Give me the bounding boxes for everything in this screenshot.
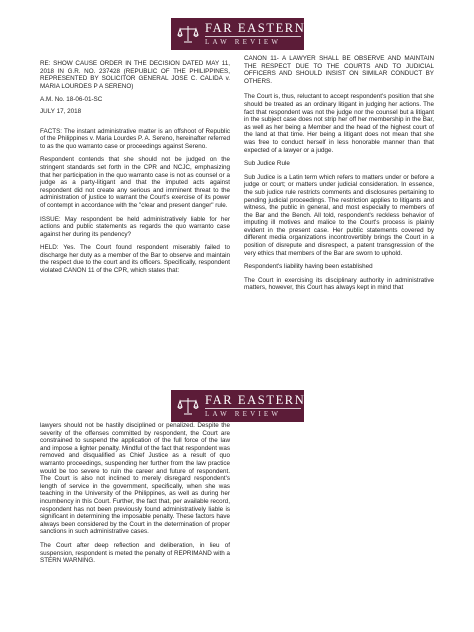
page-gap: [0, 330, 474, 390]
penalty-considerations-paragraph: lawyers should not be hastily disciplined or penalized. Despite the severity of the offenses committed by respondent, the Court are constrained to suspend the application of the full force of the law and impose a lighter penalty. Mindful of the fact that respondent was removed and disqualified as Chief Justice as a result of quo warranto proceedings, suspending her further from the law practice would be too severe to ruin the career and future of respondent. The Court is also not inclined to merely disregard respondent's length of service in the government, specifically, when she was teaching in the University of the Philippines, as well as during her incumbency in this Court. Further, the fact that, per available record, respondent has not been previously found administratively liable is significant in determining the imposable penalty. These factors have always been considered by the Court in the determination of proper sanctions in such administrative cases.: [40, 422, 230, 536]
page1-right-column: [244, 55, 434, 298]
page2-left-column: [40, 422, 230, 571]
brand-divider: [205, 36, 301, 37]
brand-wordmark: [205, 22, 305, 47]
scales-of-justice-icon: [177, 23, 199, 45]
sub-judice-heading: Sub Judice Rule: [244, 160, 290, 168]
sub-judice-paragraph: Sub Judice is a Latin term which refers to matters under or before a judge or court; or matters under judicial consideration. In essence, the sub judice rule restricts comments and disclosures pertaining to pending judicial proceedings. The restriction applies to litigants and witness, the public in general, and most especially to members of the Bar and the Bench. All told, respondent's reckless behavior of imputing ill motives and malice to the Court's process is plainly evident in the present case. Her public statements covered by different media organizations incontrovertibly brings the Court in a position of disrepute and disrespect, a patent transgression of the very ethics that members of the Bar are sworn to uphold.: [244, 173, 434, 257]
canon-11-quote: CANON 11- A LAWYER SHALL BE OBSERVE AND MAINTAIN THE RESPECT DUE TO THE COURTS AND TO JUDICIAL OFFICERS AND SHOULD INSIST ON SIMILAR CONDUCT BY OTHERS.: [244, 55, 434, 85]
case-title: RE: SHOW CAUSE ORDER IN THE DECISION DATED MAY 11, 2018 IN G.R. NO. 237428 (REPUBLIC OF THE PHILIPPINES, REPRESENTED BY SOLICITOR GENERAL JOSE C. CALIDA v. MARIA LOURDES P A SERENO): [40, 60, 230, 90]
brand-name-top: FAR EASTERN: [205, 20, 306, 35]
facts-paragraph: FACTS: The instant administrative matter is an offshoot of Republic of the Philippines v. Maria Lourdes P. A. Sereno, hereinafter referred to as the quo warranto case or proceedings against Sereno.: [40, 127, 230, 150]
scales-of-justice-icon: [177, 395, 199, 417]
document-page-2: [0, 390, 474, 632]
brand-name-top: FAR EASTERN: [205, 392, 306, 407]
brand-name-bottom: LAW REVIEW: [205, 38, 282, 47]
case-number: A.M. No. 18-06-01-SC: [40, 96, 103, 104]
header-banner: [171, 18, 304, 50]
liability-heading: Respondent's liability having been established: [244, 263, 373, 271]
held-paragraph: HELD: Yes. The Court found respondent miserably failed to discharge her duty as a member of the Bar to observe and maintain the respect due to the court and its officers. Specifically, respondent violated CANON 11 of the CPR, which states that:: [40, 244, 230, 275]
brand-divider: [205, 408, 301, 409]
brand-wordmark: [205, 394, 305, 419]
header-banner: [171, 390, 304, 422]
respondent-contention-paragraph: Respondent contends that she should not be judged on the stringent standards set forth in the CPR and NCJC, emphasizing that her participation in the quo warranto case is not as counsel or a judge as a party-litigant and that the imputed acts against respondent did not create any serious and imminent threat to the administration of justice to warrant the Court's exercise of its power of contempt in accordance with the "clear and present danger" rule.: [40, 156, 230, 209]
brand-name-bottom: LAW REVIEW: [205, 410, 282, 419]
ruling-paragraph: The Court after deep reflection and deliberation, in lieu of suspension, respondent is meted the penalty of REPRIMAND with a STERN WARNING.: [40, 541, 230, 565]
page1-left-column: [40, 60, 230, 281]
disciplinary-authority-paragraph: The Court in exercising its disciplinary authority in administrative matters, however, this Court has always kept in mind that: [244, 276, 434, 292]
issue-paragraph: ISSUE: May respondent be held administratively liable for her actions and public statements as regards the quo warranto case against her during its pendency?: [40, 215, 230, 238]
court-reluctance-paragraph: The Court is, thus, reluctant to accept respondent's position that she should be treated as an ordinary litigant in judging her actions. The fact that respondent was not the judge nor the counsel but a litigant in the subject case does not strip her off her membership in the Bar, as well as her being a Member and the head of the highest court of the land at that time. Her being a litigant does not mean that she was free to conduct herself in less honorable manner than that expected of a lawyer or a judge.: [244, 93, 434, 154]
case-date: JULY 17, 2018: [40, 107, 82, 115]
